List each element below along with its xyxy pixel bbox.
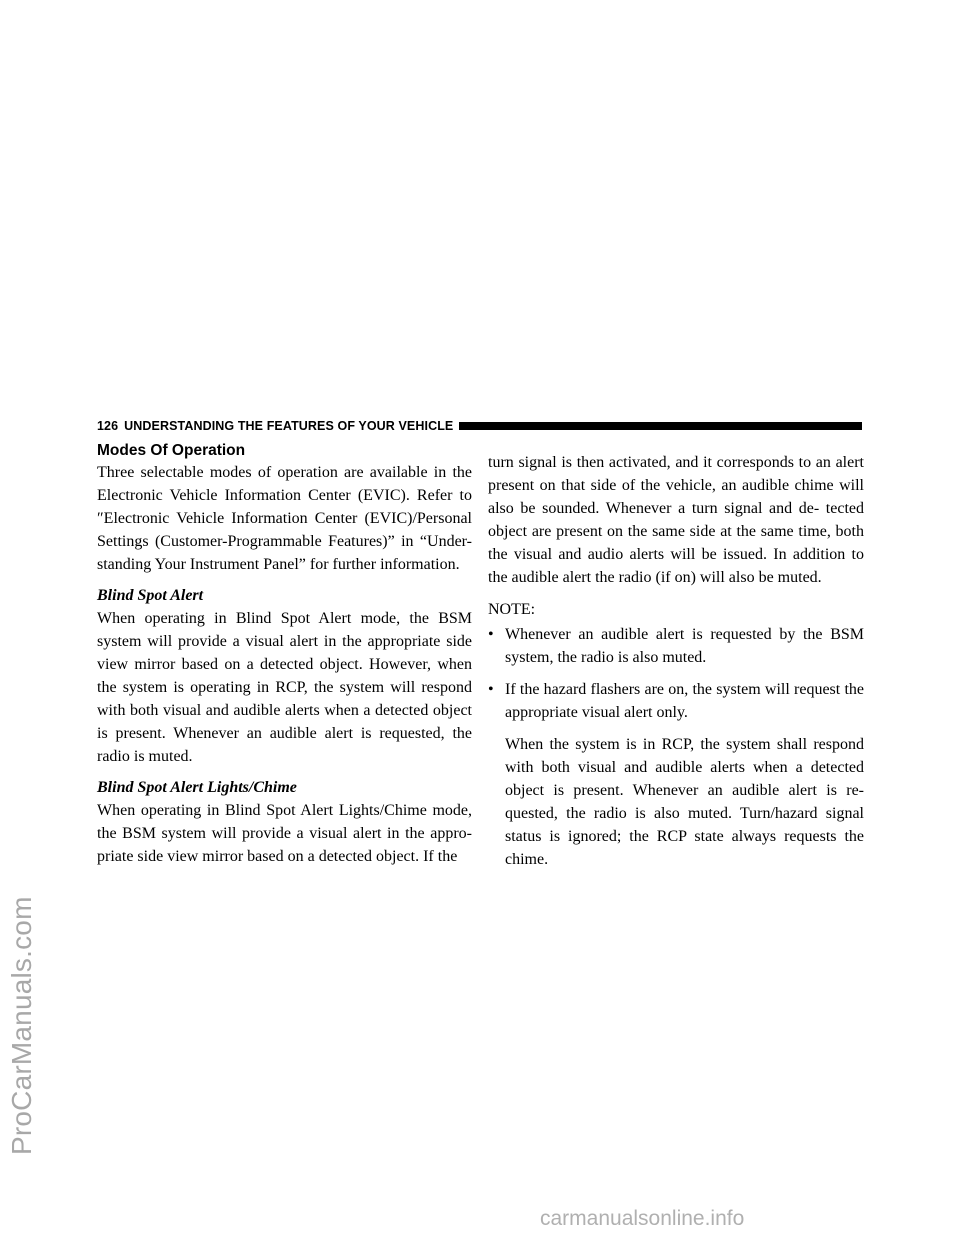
bullet-text: Whenever an audible alert is requested by the BSM system, the radio is also muted. xyxy=(505,626,864,666)
bullet-icon: • xyxy=(488,681,494,698)
side-watermark: ProCarManuals.com xyxy=(6,896,37,1155)
lights-chime-paragraph: When operating in Blind Spot Alert Lights/Chime mode, the BSM system will provide a visual alert in the appro- priate side view mirror based on a detected object. If the xyxy=(97,802,472,865)
page-number: 126 xyxy=(97,419,119,433)
bullet-icon: • xyxy=(488,626,494,643)
page-header xyxy=(97,416,862,436)
bullet-text: If the hazard flashers are on, the system will request the appropriate visual alert only. xyxy=(505,681,864,721)
rcp-paragraph: When the system is in RCP, the system shall respond with both visual and audible alerts when a detected object is present. Whenever an audible alert is re- quested, the radio is also muted. Turn/hazard signal status is ignored; the RCP state always requests the chime. xyxy=(505,736,864,868)
continued-paragraph: turn signal is then activated, and it corresponds to an alert present on that side of the vehicle, an audible chime will also be sounded. Whenever a turn signal and de- tected object are present on the same side at the same time, both the visual and audio alerts will be issued. In addition to the audible alert the radio (if on) will also be muted. xyxy=(488,454,864,586)
subheading-blind-spot-alert: Blind Spot Alert xyxy=(97,587,204,604)
left-column xyxy=(97,441,472,868)
blind-spot-alert-paragraph: When operating in Blind Spot Alert mode, the BSM system will provide a visual alert in the appropriate side view mirror based on a detected object. However, when the system is operating in RCP, the system will respond with both visual and audible alerts when a detected object is present. Whenever an audible alert is requested, the radio is muted. xyxy=(97,610,472,765)
list-item xyxy=(488,678,864,724)
list-item xyxy=(488,623,864,669)
note-label: NOTE: xyxy=(488,601,536,618)
header-rule xyxy=(459,422,862,430)
section-title: UNDERSTANDING THE FEATURES OF YOUR VEHICLE xyxy=(124,419,454,433)
intro-paragraph: Three selectable modes of operation are available in the Electronic Vehicle Information Center (EVIC). Refer to ″Electronic Vehicle Information Center (EVIC)/Personal Settings (Customer-Programmable Features)” in “Under- standing Your Instrument Panel” for further information. xyxy=(97,464,472,573)
section-heading: Modes Of Operation xyxy=(97,442,246,459)
bottom-watermark: carmanualsonline.info xyxy=(540,1207,745,1230)
subheading-lights-chime: Blind Spot Alert Lights/Chime xyxy=(97,779,297,796)
right-column xyxy=(488,451,864,871)
